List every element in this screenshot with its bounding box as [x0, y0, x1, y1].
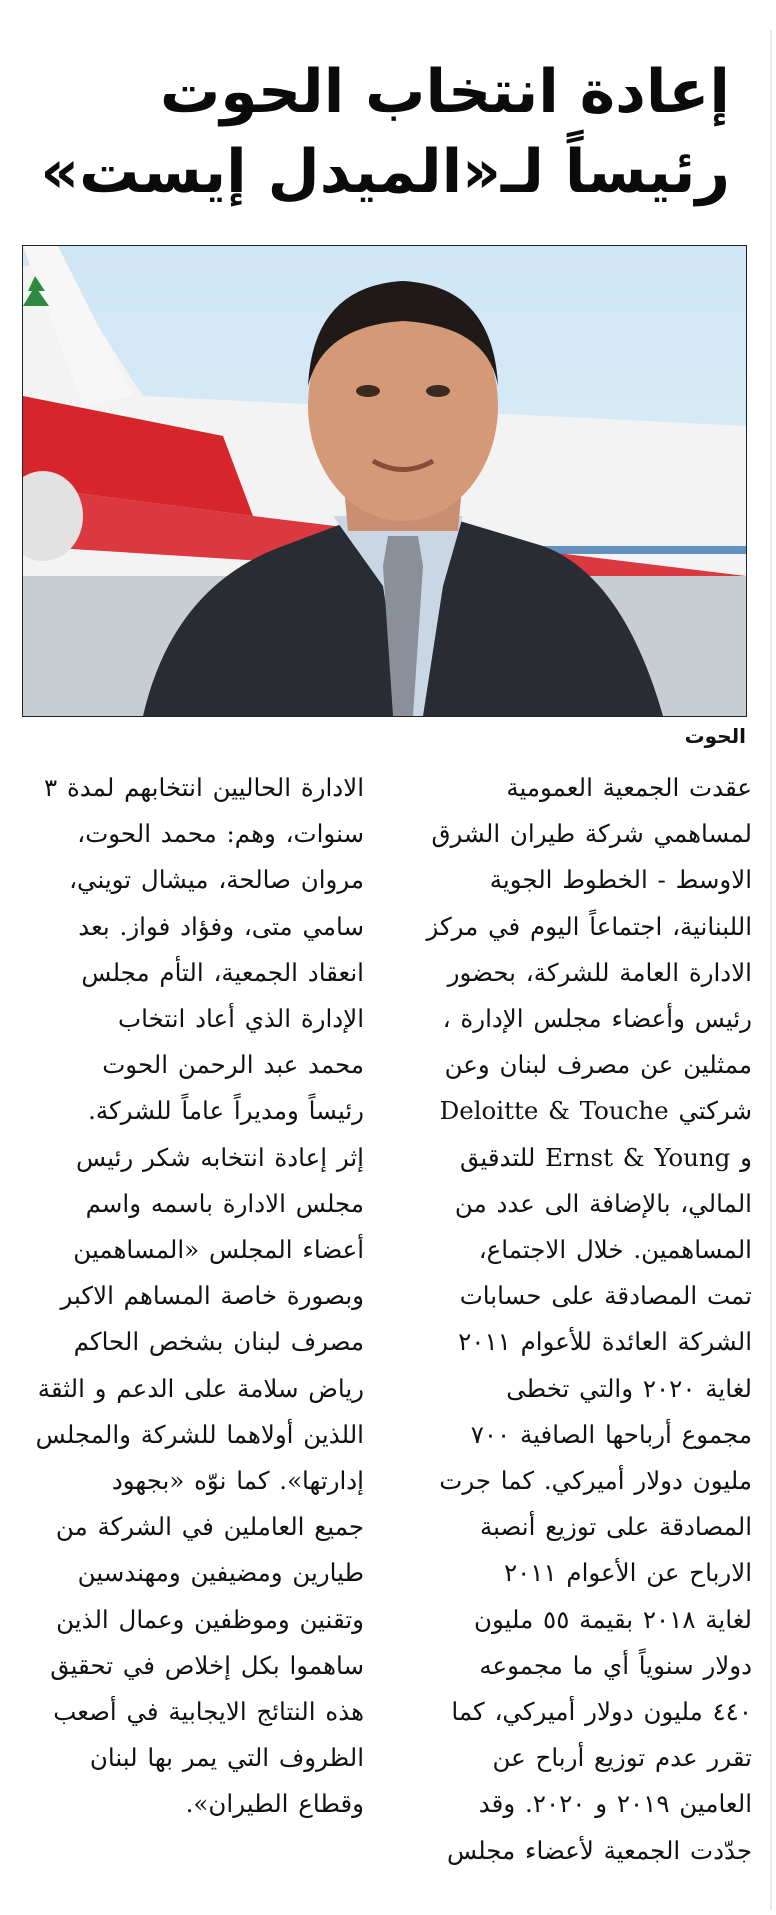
article-column-right: عقدت الجمعية العمومية لمساهمي شركة طيران الشرق الاوسط - الخطوط الجوية اللبنانية، اجتماعاً اليوم في مركز الادارة العامة للشركة، بحضور رئيس وأعضاء مجلس الإدارة ، ممثلين عن مصرف لبنان وعن شركتي Deloitte & Touche و Ernst & Young للتدقيق المالي، بالإضافة الى عدد من المساهمين. خلال الاجتماع، تمت المصادقة على حسابات الشركة العائدة للأعوام ٢٠١١ لغاية ٢٠٢٠ والتي تخطى مجموع أرباحها الصافية ٧٠٠ مليون دولار أميركي. كما جرت المصادقة على توزيع أنصبة الارباح عن الأعوام ٢٠١١ لغاية ٢٠١٨ بقيمة ٥٥ مليون دولار سنوياً أي ما مجموعه ٤٤٠ مليون دولار أميركي، كما تقرر عدم توزيع أرباح عن العامين ٢٠١٩ و ٢٠٢٠. وقد جدّدت الجمعية لأعضاء مجلس — [426, 773, 752, 1865]
headline-line-1: إعادة انتخاب الحوت — [160, 57, 730, 127]
article-column-left: الادارة الحاليين انتخابهم لمدة ٣ سنوات، وهم: محمد الحوت، مروان صالحة، ميشال تويني، سامي متى، وفؤاد فواز. بعد انعقاد الجمعية، التأم مجلس الإدارة الذي أعاد انتخاب محمد عبد الرحمن الحوت رئيساً ومديراً عاماً للشركة. إثر إعادة انتخابه شكر رئيس مجلس الادارة باسمه واسم أعضاء المجلس «المساهمين وبصورة خاصة المساهم الاكبر مصرف لبنان بشخص الحاكم رياض سلامة على الدعم و الثقة اللذين أولاهما للشركة والمجلس إدارتها». كما نوّه «بجهود جميع العاملين في الشركة من طيارين ومضيفين ومهندسين وتقنين وموظفين وعمال الذين ساهموا بكل إخلاص في تحقيق هذه النتائج الايجابية في أصعب الظروف التي يمر بها لبنان وقطاع الطيران». — [35, 773, 364, 1819]
headline-line-2: رئيساً لـ«الميدل إيست» — [40, 137, 730, 207]
article-photo — [22, 245, 747, 717]
photo-caption: الحوت — [684, 724, 746, 748]
headline — [40, 52, 730, 212]
portrait-illustration — [23, 246, 746, 716]
page-edge-rule — [770, 30, 772, 1910]
